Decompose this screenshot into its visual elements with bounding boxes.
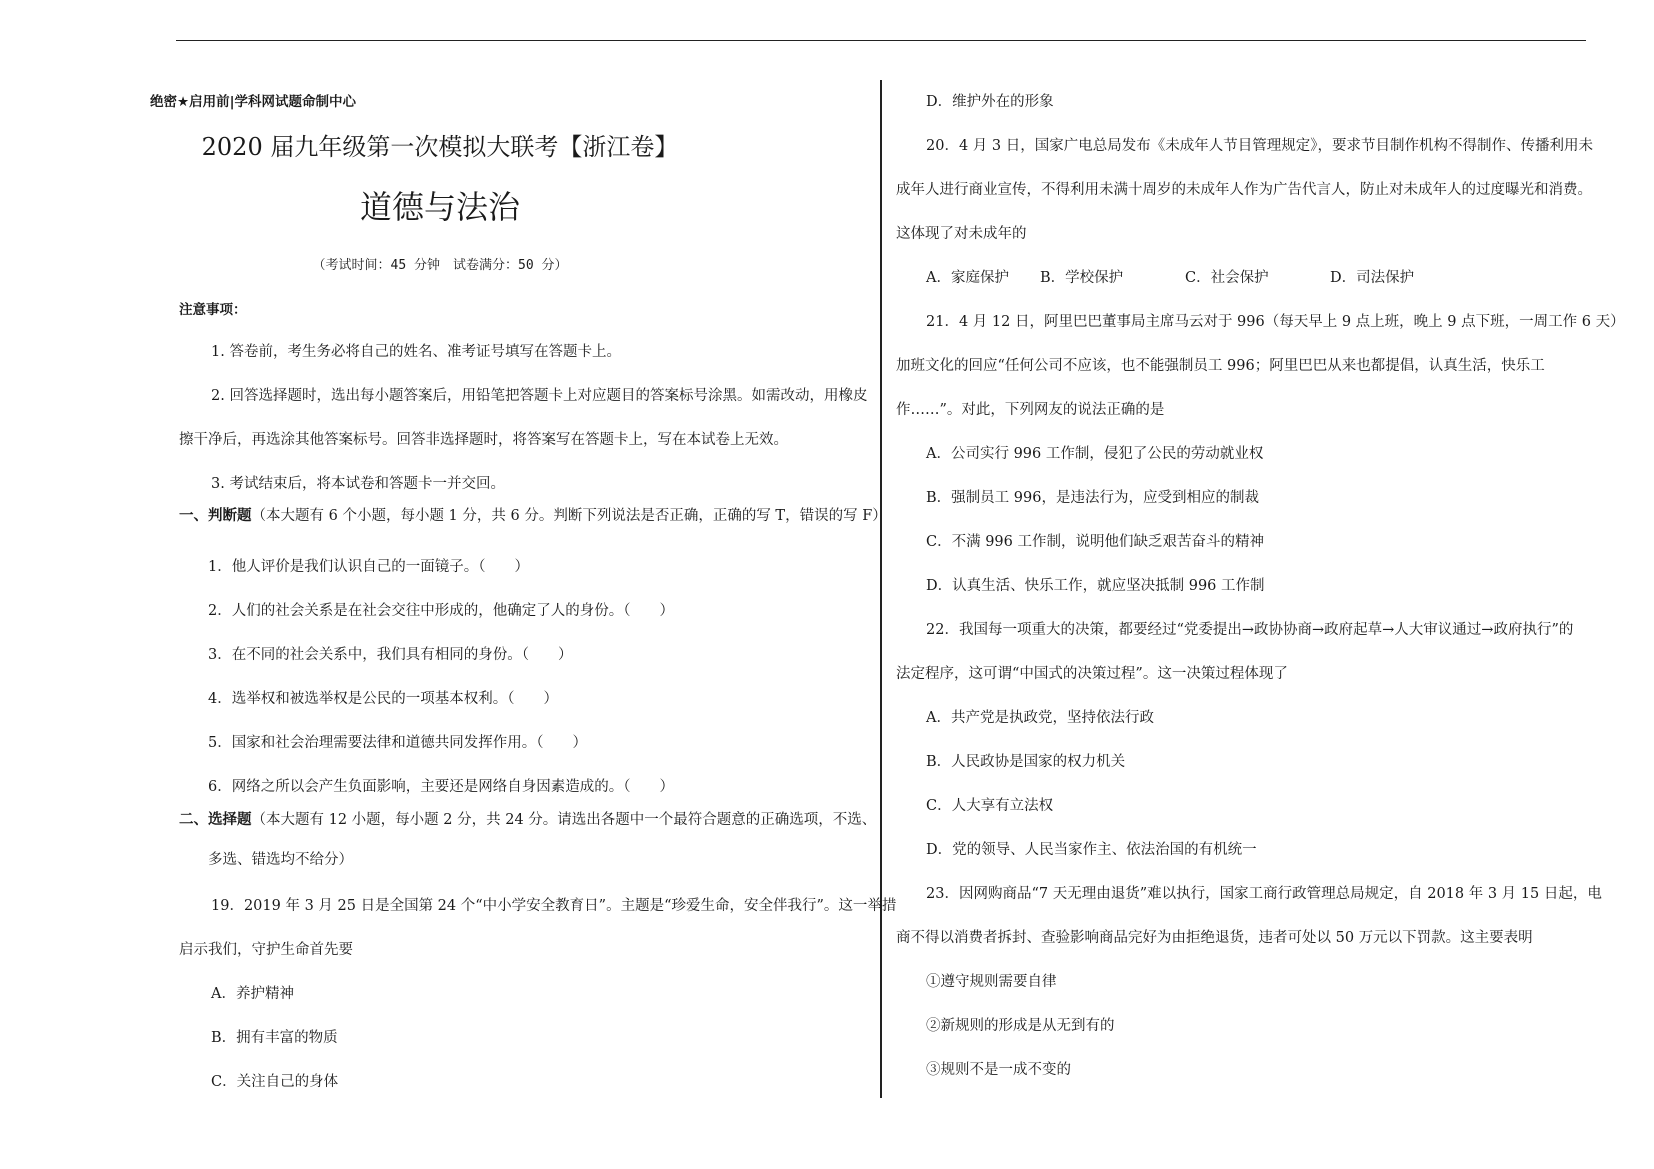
q20-stem-line-1: 20．4 月 3 日，国家广电总局发布《未成年人节目管理规定》，要求节目制作机构不得制作、传播利用未 <box>926 138 1593 154</box>
q22-stem-line-1: 22．我国每一项重大的决策，都要经过“党委提出→政协协商→政府起草→人大审议通过→政府执行”的 <box>926 622 1574 638</box>
q22-option-b: B．人民政协是国家的权力机关 <box>926 754 1126 770</box>
q20-stem-line-3: 这体现了对未成年的 <box>896 226 1027 242</box>
q23-stem-line-2: 商不得以消费者拆封、查验影响商品完好为由拒绝退货，违者可处以 50 万元以下罚款。这主要表明 <box>896 930 1533 946</box>
q23-statement-2: ②新规则的形成是从无到有的 <box>926 1018 1115 1034</box>
q21-stem-line-1: 21．4 月 12 日，阿里巴巴董事局主席马云对于 996（每天早上 9 点上班，晚上 9 点下班，一周工作 6 天） <box>926 314 1625 330</box>
judge-item-2: 2．人们的社会关系是在社会交往中形成的，他确定了人的身份。（ ） <box>208 603 674 619</box>
section-1-desc: （本大题有 6 个小题，每小题 1 分，共 6 分。判断下列说法是否正确，正确的写 T，错误的写 F） <box>251 508 887 524</box>
q23-statement-1: ①遵守规则需要自律 <box>926 974 1057 990</box>
q19-option-b: B．拥有丰富的物质 <box>211 1030 338 1046</box>
q21-option-d: D．认真生活、快乐工作，就应坚决抵制 996 工作制 <box>926 578 1265 594</box>
q19-stem-line-1: 19．2019 年 3 月 25 日是全国第 24 个“中小学安全教育日”。主题是“珍爱生命，安全伴我行”。这一举措 <box>211 898 897 914</box>
q23-stem-line-1: 23．因网购商品“7 天无理由退货”难以执行，国家工商行政管理总局规定，自 2018 年 3 月 15 日起，电 <box>926 886 1602 902</box>
section-2-header <box>179 810 876 830</box>
judge-item-1: 1．他人评价是我们认识自己的一面镜子。（ ） <box>208 559 529 575</box>
note-2-line-2: 擦干净后，再选涂其他答案标号。回答非选择题时，将答案写在答题卡上，写在本试卷上无效。 <box>179 432 788 448</box>
q22-option-d: D．党的领导、人民当家作主、依法治国的有机统一 <box>926 842 1257 858</box>
judge-item-5: 5．国家和社会治理需要法律和道德共同发挥作用。（ ） <box>208 735 587 751</box>
judge-item-3: 3．在不同的社会关系中，我们具有相同的身份。（ ） <box>208 647 573 663</box>
section-2-desc-line-1: （本大题有 12 小题，每小题 2 分，共 24 分。请选出各题中一个最符合题意的正确选项，不选、 <box>251 812 877 828</box>
q23-statement-3: ③规则不是一成不变的 <box>926 1062 1071 1078</box>
exam-info: （考试时间：45 分钟 试卷满分：50 分） <box>312 258 568 273</box>
section-2-label: 二、选择题 <box>179 812 252 828</box>
q22-stem-line-2: 法定程序，这可谓“中国式的决策过程”。这一决策过程体现了 <box>896 666 1288 682</box>
q19-option-d: D．维护外在的形象 <box>926 94 1054 110</box>
q20-stem-line-2: 成年人进行商业宣传，不得利用未满十周岁的未成年人作为广告代言人，防止对未成年人的过度曝光和消费。 <box>896 182 1592 198</box>
note-2-line-1: 2. 回答选择题时，选出每小题答案后，用铅笔把答题卡上对应题目的答案标号涂黑。如需改动，用橡皮 <box>211 388 868 404</box>
q22-option-a: A．共产党是执政党，坚持依法行政 <box>926 710 1154 726</box>
exam-title: 2020 届九年级第一次模拟大联考【浙江卷】 <box>201 133 679 161</box>
note-1: 1. 答卷前，考生务必将自己的姓名、准考证号填写在答题卡上。 <box>211 344 621 360</box>
q22-option-c: C．人大享有立法权 <box>926 798 1054 814</box>
q20-option-c: C．社会保护 <box>1185 270 1269 286</box>
q20-option-b: B．学校保护 <box>1040 270 1124 286</box>
section-2-desc-line-2: 多选、错选均不给分） <box>208 852 353 868</box>
q21-stem-line-3: 作……”。对此，下列网友的说法正确的是 <box>896 402 1165 418</box>
section-1-header <box>179 506 887 526</box>
q20-option-a: A．家庭保护 <box>926 270 1009 286</box>
q21-option-a: A．公司实行 996 工作制，侵犯了公民的劳动就业权 <box>926 446 1264 462</box>
q20-option-d: D．司法保护 <box>1330 270 1415 286</box>
confidential-label: 绝密★启用前|学科网试题命制中心 <box>150 94 357 110</box>
judge-item-6: 6．网络之所以会产生负面影响，主要还是网络自身因素造成的。（ ） <box>208 779 674 795</box>
column-divider <box>880 80 882 1098</box>
subject-title: 道德与法治 <box>359 188 520 226</box>
judge-item-4: 4．选举权和被选举权是公民的一项基本权利。（ ） <box>208 691 558 707</box>
notes-title: 注意事项： <box>179 302 247 318</box>
note-3: 3. 考试结束后，将本试卷和答题卡一并交回。 <box>211 476 505 492</box>
q19-option-c: C．关注自己的身体 <box>211 1074 339 1090</box>
q21-option-c: C．不满 996 工作制，说明他们缺乏艰苦奋斗的精神 <box>926 534 1264 550</box>
q21-stem-line-2: 加班文化的回应“任何公司不应该，也不能强制员工 996；阿里巴巴从来也都提倡，认真生活，快乐工 <box>896 358 1545 374</box>
section-1-label: 一、判断题 <box>179 508 252 524</box>
top-rule <box>176 40 1586 41</box>
q21-option-b: B．强制员工 996，是违法行为，应受到相应的制裁 <box>926 490 1259 506</box>
q19-option-a: A．养护精神 <box>211 986 294 1002</box>
q19-stem-line-2: 启示我们，守护生命首先要 <box>179 942 353 958</box>
